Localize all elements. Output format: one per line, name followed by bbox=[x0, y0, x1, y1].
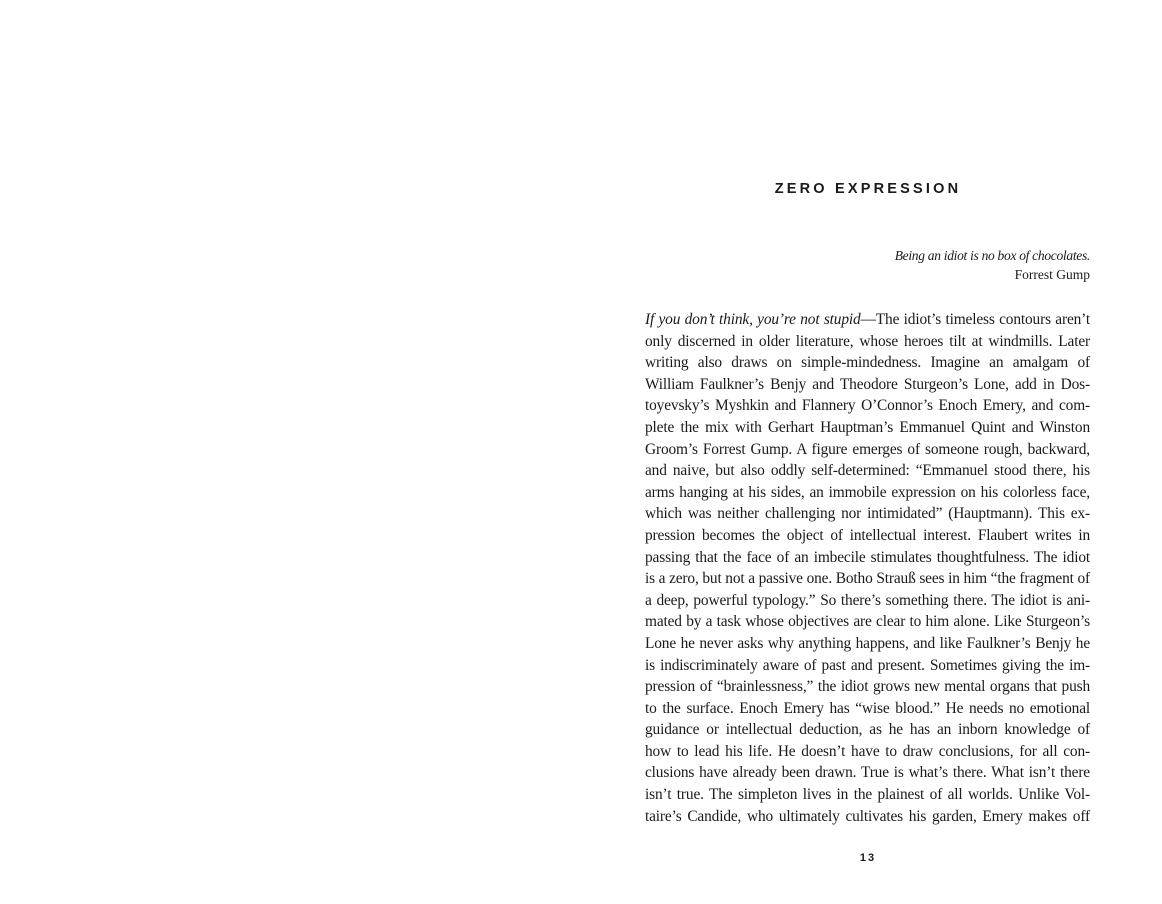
epigraph bbox=[670, 246, 1090, 284]
body-line: writing also draws on simple-mindedness. Imagine an amalgam of bbox=[645, 354, 1090, 372]
body-line: only discerned in older literature, whose heroes tilt at windmills. Later bbox=[645, 332, 1090, 350]
body-line: pression of “brainlessness,” the idiot grows new mental organs that push bbox=[645, 678, 1090, 696]
body-paragraph bbox=[645, 309, 1090, 827]
body-line: plete the mix with Gerhart Hauptman’s Emmanuel Quint and Winston bbox=[645, 418, 1090, 436]
chapter-title: ZERO EXPRESSION bbox=[774, 181, 962, 197]
body-line: mated by a task whose objectives are clear to him alone. Like Sturgeon’s bbox=[645, 613, 1090, 631]
right-page bbox=[581, 0, 1162, 904]
lead-phrase: If you don’t think, you’re not stupid bbox=[645, 311, 861, 328]
body-line: guidance or intellectual deduction, as he has an inborn knowledge of bbox=[645, 721, 1090, 739]
body-line: isn’t true. The simpleton lives in the plainest of all worlds. Unlike Vol- bbox=[645, 786, 1090, 804]
body-line: to the surface. Enoch Emery has “wise blood.” He needs no emotional bbox=[645, 699, 1090, 717]
body-line: is indiscriminately aware of past and present. Sometimes giving the im- bbox=[645, 656, 1090, 674]
body-line: and naive, but also oddly self-determined: “Emmanuel stood there, his bbox=[645, 462, 1090, 480]
body-line: how to lead his life. He doesn’t have to draw conclusions, for all con- bbox=[645, 742, 1090, 760]
body-line: which was neither challenging nor intimidated” (Hauptmann). This ex- bbox=[645, 505, 1090, 523]
epigraph-author: Forrest Gump bbox=[1014, 267, 1090, 282]
epigraph-quote: Being an idiot is no box of chocolates. bbox=[894, 248, 1090, 263]
body-line: toyevsky’s Myshkin and Flannery O’Connor’s Enoch Emery, and com- bbox=[645, 397, 1090, 415]
body-line: Lone he never asks why anything happens, and like Faulkner’s Benjy he bbox=[645, 634, 1090, 652]
body-line: Groom’s Forrest Gump. A figure emerges of someone rough, backward, bbox=[645, 440, 1090, 458]
body-line-first bbox=[645, 309, 1090, 331]
body-line: pression becomes the object of intellectual interest. Flaubert writes in bbox=[645, 526, 1090, 544]
body-line: arms hanging at his sides, an immobile expression on his colorless face, bbox=[645, 483, 1090, 501]
page-number: 13 bbox=[859, 852, 877, 864]
lead-rest: —The idiot’s timeless contours aren’t bbox=[860, 311, 1090, 328]
body-line: taire’s Candide, who ultimately cultivates his garden, Emery makes off bbox=[645, 807, 1090, 825]
body-line: is a zero, but not a passive one. Botho Strauß sees in him “the fragment of bbox=[645, 570, 1090, 588]
body-line: passing that the face of an imbecile stimulates thoughtfulness. The idiot bbox=[645, 548, 1090, 566]
body-line: William Faulkner’s Benjy and Theodore Sturgeon’s Lone, add in Dos- bbox=[645, 375, 1090, 393]
body-line: a deep, powerful typology.” So there’s something there. The idiot is ani- bbox=[645, 591, 1090, 609]
body-line: clusions have already been drawn. True is what’s there. What isn’t there bbox=[645, 764, 1090, 782]
